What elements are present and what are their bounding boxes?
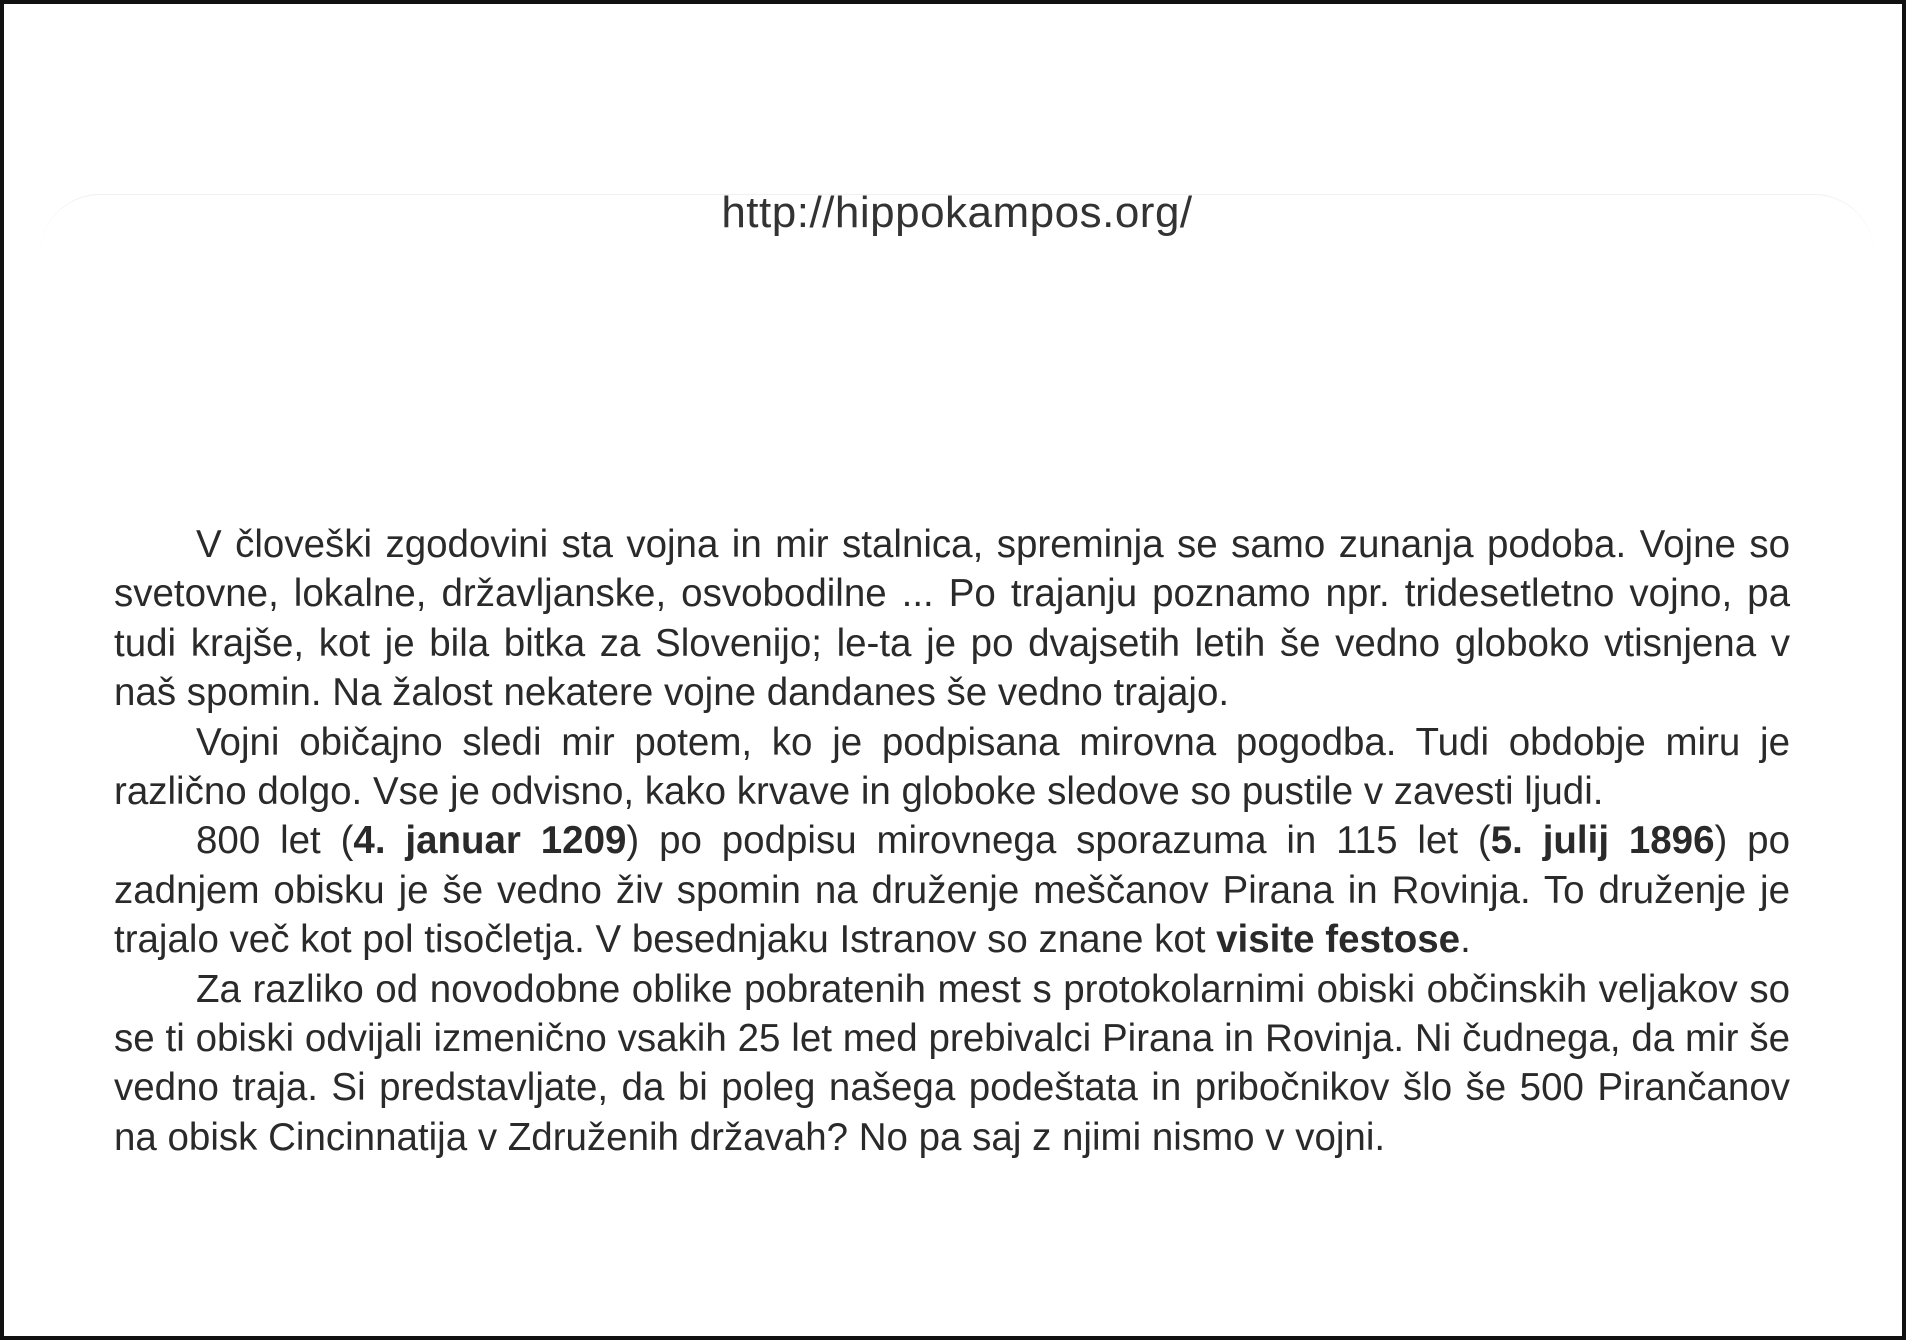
paragraph-3 xyxy=(114,816,1790,964)
website-url: http://hippokampos.org/ xyxy=(721,188,1193,237)
paragraph-2: Vojni običajno sledi mir potem, ko je podpisana mirovna pogodba. Tudi obdobje miru je različno dolgo. Vse je odvisno, kako krvave in globoke sledove so pustile v zavesti ljudi. xyxy=(114,720,1790,814)
article-body xyxy=(114,520,1790,1162)
paragraph-3-text-3: ) po zadnjem obisku je še vedno živ spomin na druženje meščanov Pirana in Rovinja. To druženje je trajalo več kot pol tisočletja. V besednjaku Istranov so znane kot xyxy=(114,819,1791,962)
paragraph-4: Za razliko od novodobne oblike pobratenih mest s protokolarnimi obiski občinskih veljakov so se ti obiski odvijali izmenično vsakih 25 let med prebivalci Pirana in Rovinja. Ni čudnega, da mir še vedno traja. Si predstavljate, da bi poleg našega podeštata in pribočnikov šlo še 500 Pirančanov na obisk Cincinnatija v Združenih državah? No pa saj z njimi nismo v vojni. xyxy=(114,967,1790,1159)
paragraph-3-text-4: . xyxy=(1460,918,1471,962)
paragraph-3-text-2: ) po podpisu mirovnega sporazuma in 115 let ( xyxy=(626,819,1491,863)
paragraph-1: V človeški zgodovini sta vojna in mir stalnica, spreminja se samo zunanja podoba. Vojne so svetovne, lokalne, državljanske, osvobodilne ... Po trajanju poznamo npr. tridesetletno vojno, pa tudi krajše, kot je bila bitka za Slovenijo; le-ta je po dvajsetih letih še vedno globoko vtisnjena v naš spomin. Na žalost nekatere vojne dandanes še vedno trajajo. xyxy=(114,523,1790,715)
date-1209: 4. januar 1209 xyxy=(353,819,627,863)
date-1896: 5. julij 1896 xyxy=(1490,819,1715,863)
paragraph-3-text-1: 800 let ( xyxy=(196,819,354,863)
visite-festose-term: visite festose xyxy=(1216,918,1461,962)
